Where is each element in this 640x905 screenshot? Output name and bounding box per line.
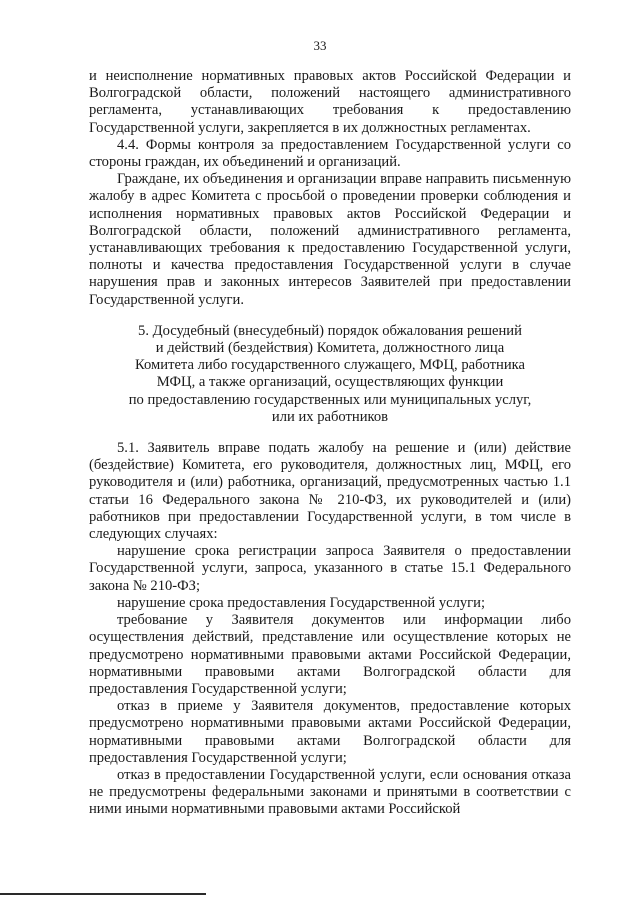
section-heading — [89, 323, 571, 426]
spacer — [89, 426, 571, 440]
paragraph-subsection-4-4: 4.4. Формы контроля за предоставлением Государственной услуги со стороны граждан, их объединений и организаций. — [89, 136, 571, 171]
section-heading-line: Комитета либо государственного служащего, МФЦ, работника — [135, 357, 525, 374]
list-item: требование у Заявителя документов или информации либо осуществления действий, представление или осуществление которых не предусмотрено нормативными правовыми актами Российской Федерации, нормативными правовыми актами Волгоградской области для предоставления Государственной услуги; — [89, 612, 571, 697]
paragraph-subsection-5-1: 5.1. Заявитель вправе подать жалобу на решение и (или) действие (бездействие) Комитета, его руководителя, должностных лиц, МФЦ, его руководителя и (или) работника, организаций, предусмотренных частью 1.1 статьи 16 Федерального закона № 210-ФЗ, их руководителей и (или) работников при предоставлении Государственной услуги, в том числе в следующих случаях: — [89, 440, 571, 543]
section-heading-line: и действий (бездействия) Комитета, должностного лица — [155, 340, 505, 357]
list-item: нарушение срока предоставления Государственной услуги; — [117, 594, 486, 611]
paragraph-continuation: и неисполнение нормативных правовых актов Российской Федерации и Волгоградской области, положений настоящего административного регламента, устанавливающих требования к предоставлению Государственной услуги, закрепляется в их должностных регламентах. — [89, 68, 571, 136]
list-item: нарушение срока регистрации запроса Заявителя о предоставлении Государственной услуги, запроса, указанного в статье 15.1 Федерального закона № 210-ФЗ; — [89, 543, 571, 594]
section-heading-line: 5. Досудебный (внесудебный) порядок обжалования решений — [138, 322, 522, 339]
section-heading-line: по предоставлению государственных или муниципальных услуг, — [128, 391, 532, 408]
paragraph-citizens-complaint: Граждане, их объединения и организации вправе направить письменную жалобу в адрес Комитета с просьбой о проведении проверки соблюдения и исполнения нормативных правовых актов Российской Федерации и Волгоградской области, положений административного регламента, устанавливающих требования к предоставлению Государственной услуги, полноты и качества предоставления Государственной услуги в случае нарушения прав и законных интересов Заявителей при предоставлении Государственной услуги. — [89, 171, 571, 308]
list-item: отказ в предоставлении Государственной услуги, если основания отказа не предусмотрены федеральными законами и принятыми в соответствии с ними иными нормативными правовыми актами Российской — [89, 766, 571, 818]
document-body — [89, 68, 571, 819]
spacer — [89, 309, 571, 323]
page-number: 33 — [313, 38, 327, 53]
section-heading-line: или их работников — [271, 408, 389, 425]
section-heading-line: МФЦ, а также организаций, осуществляющих функции — [156, 374, 504, 391]
list-item: отказ в приеме у Заявителя документов, предоставление которых предусмотрено нормативными правовыми актами Российской Федерации, нормативными правовыми актами Волгоградской области для предоставления Государственной услуги; — [89, 698, 571, 766]
bottom-rule — [0, 893, 206, 895]
